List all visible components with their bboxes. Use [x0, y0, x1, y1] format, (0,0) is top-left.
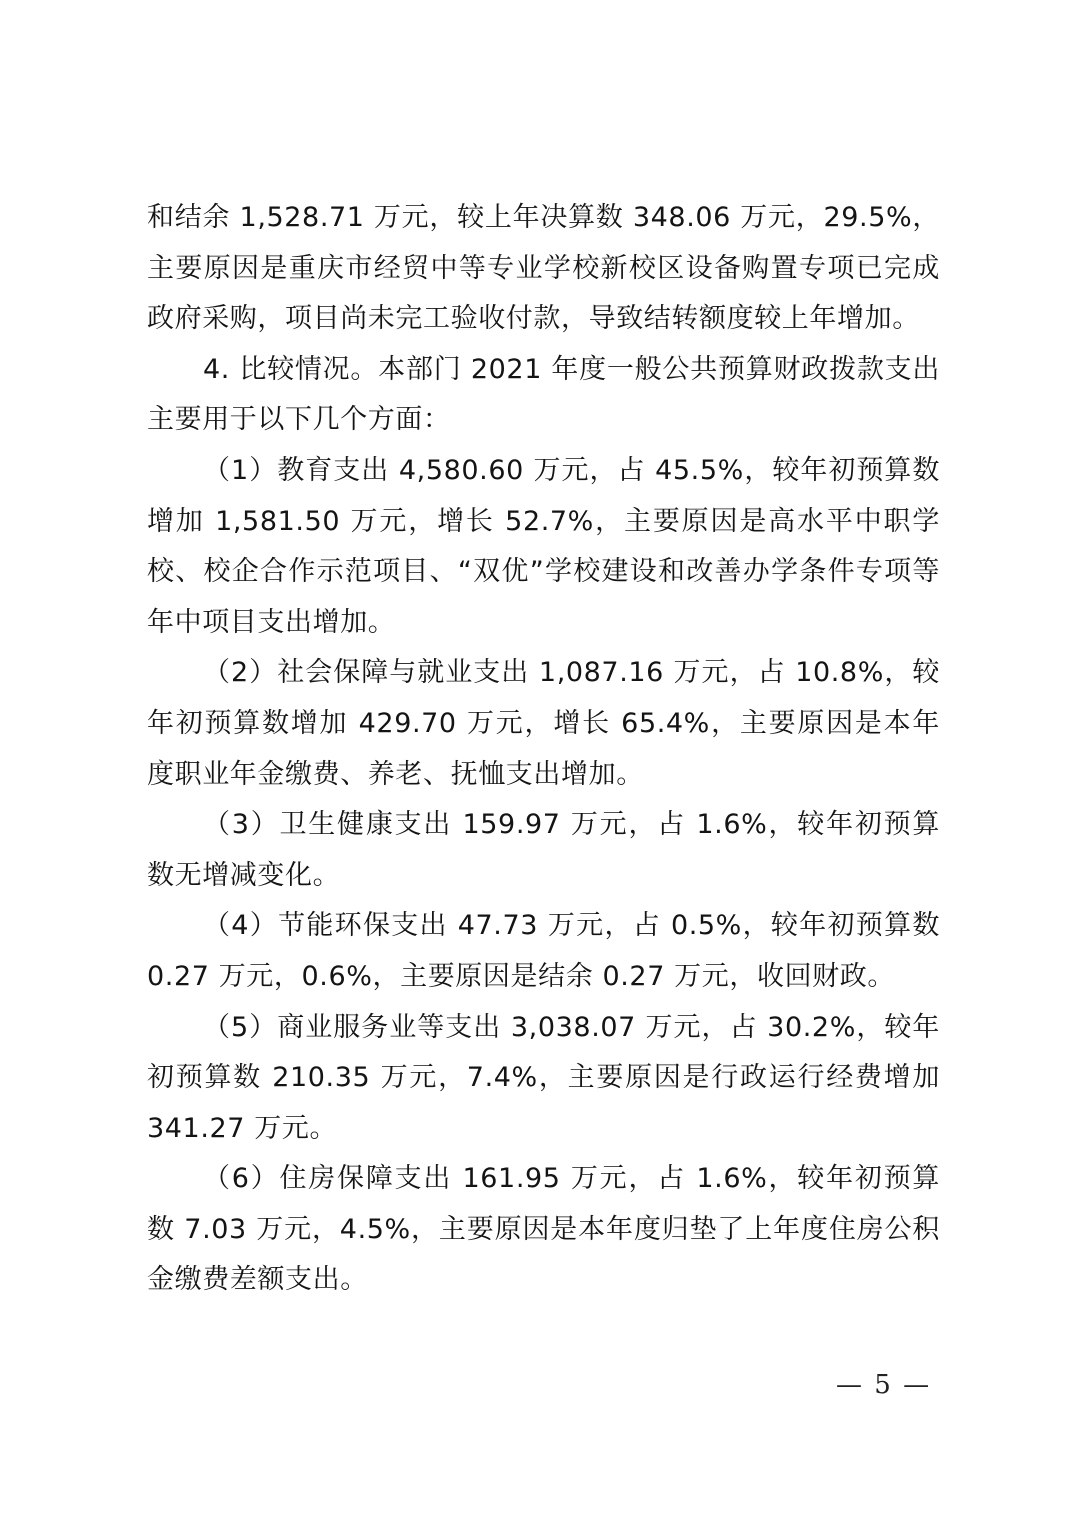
paragraph-item-5-commerce: （5）商业服务业等支出 3,038.07 万元，占 30.2%，较年初预算数 210.35 万元，7.4%，主要原因是行政运行经费增加 341.27 万元。: [147, 1011, 940, 1144]
page-number: — 5 —: [836, 1370, 932, 1400]
paragraph-item-3-health: （3）卫生健康支出 159.97 万元，占 1.6%，较年初预算数无增减变化。: [147, 809, 940, 891]
paragraph-item-1-education: （1）教育支出 4,580.60 万元，占 45.5%，较年初预算数增加 1,581.50 万元，增长 52.7%，主要原因是高水平中职学校、校企合作示范项目、“双优”学校建设和改善办学条件专项等年中项目支出增加。: [147, 454, 940, 638]
document-page: [147, 193, 940, 1306]
paragraph-continuation: 和结余 1,528.71 万元，较上年决算数 348.06 万元，29.5%，主要原因是重庆市经贸中等专业学校新校区设备购置专项已完成政府采购，项目尚未完工验收付款，导致结转额度较上年增加。: [147, 202, 940, 335]
paragraph-item-4-environment: （4）节能环保支出 47.73 万元，占 0.5%，较年初预算数 0.27 万元，0.6%，主要原因是结余 0.27 万元，收回财政。: [147, 910, 940, 992]
paragraph-section-4-comparison: 4. 比较情况。本部门 2021 年度一般公共预算财政拨款支出主要用于以下几个方面：: [147, 353, 940, 436]
paragraph-item-2-social-security: （2）社会保障与就业支出 1,087.16 万元，占 10.8%，较年初预算数增加 429.70 万元，增长 65.4%，主要原因是本年度职业年金缴费、养老、抚恤支出增加。: [147, 657, 940, 790]
paragraph-item-6-housing: （6）住房保障支出 161.95 万元，占 1.6%，较年初预算数 7.03 万元，4.5%，主要原因是本年度归垫了上年度住房公积金缴费差额支出。: [147, 1163, 940, 1296]
